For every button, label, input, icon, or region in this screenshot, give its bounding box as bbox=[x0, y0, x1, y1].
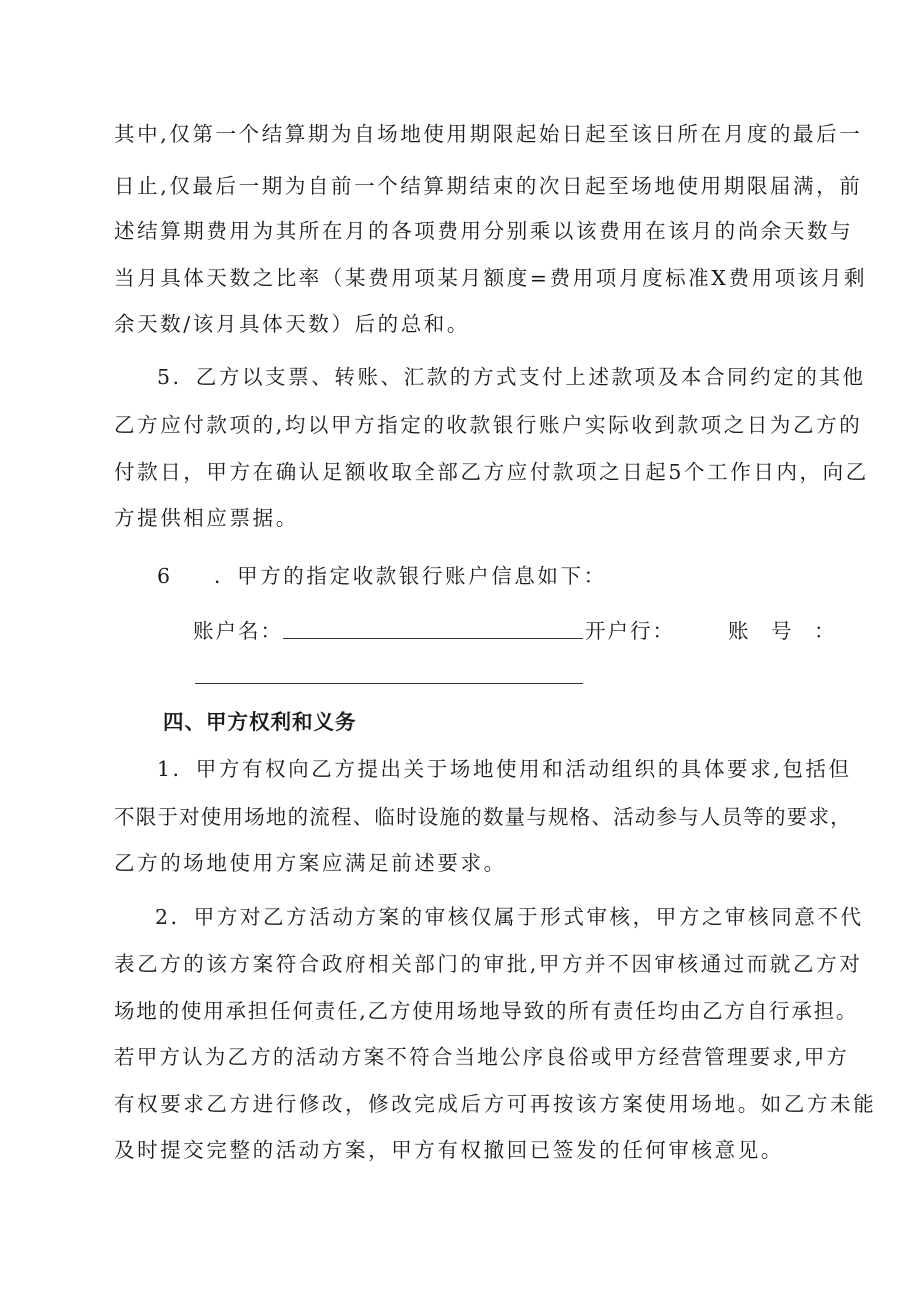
bank-label: 开户行： bbox=[585, 619, 675, 643]
text-line: 乙方的场地使用方案应满足前述要求。 bbox=[114, 851, 507, 875]
clause-6-number: 6 bbox=[157, 564, 173, 588]
account-name-label: 账户名： bbox=[193, 619, 283, 643]
text-line: 方提供相应票据。 bbox=[114, 506, 299, 530]
clause-6-text: ．甲方的指定收款银行账户信息如下： bbox=[214, 564, 607, 588]
text-line: 余天数/该月具体天数）后的总和。 bbox=[114, 312, 471, 336]
text-line: 场地的使用承担任何责任,乙方使用场地导致的所有责任均由乙方自行承担。 bbox=[114, 999, 859, 1023]
text-line: 当月具体天数之比率（某费用项某月额度=费用项月度标准X费用项该月剩 bbox=[114, 266, 868, 290]
text-line: 1．甲方有权向乙方提出关于场地使用和活动组织的具体要求,包括但 bbox=[157, 757, 852, 781]
text-line: 付款日，甲方在确认足额收取全部乙方应付款项之日起5个工作日内，向乙 bbox=[114, 460, 869, 484]
text-line: 若甲方认为乙方的活动方案不符合当地公序良俗或甲方经营管理要求,甲方 bbox=[114, 1045, 850, 1069]
text-line: 述结算期费用为其所在月的各项费用分别乘以该费用在该月的尚余天数与 bbox=[114, 219, 854, 243]
text-line: 不限于对使用场地的流程、临时设施的数量与规格、活动参与人员等的要求， bbox=[114, 805, 852, 829]
account-number-blank bbox=[195, 683, 583, 684]
text-line: 2．甲方对乙方活动方案的审核仅属于形式审核，甲方之审核同意不代 bbox=[155, 905, 864, 929]
text-line: 其中,仅第一个结算期为自场地使用期限起始日起至该日所在月度的最后一 bbox=[114, 122, 863, 146]
text-line: 有权要求乙方进行修改，修改完成后方可再按该方案使用场地。如乙方未能 bbox=[114, 1092, 877, 1116]
text-line: 表乙方的该方案符合政府相关部门的审批,甲方并不因审核通过而就乙方对 bbox=[114, 952, 863, 976]
text-line: 及时提交完整的活动方案，甲方有权撤回已签发的任何审核意见。 bbox=[114, 1138, 784, 1162]
text-line: 5．乙方以支票、转账、汇款的方式支付上述款项及本合同约定的其他 bbox=[157, 365, 866, 389]
account-number-label: 账 号 ： bbox=[728, 619, 843, 643]
section-4-heading: 四、甲方权利和义务 bbox=[163, 710, 357, 734]
text-line: 乙方应付款项的,均以甲方指定的收款银行账户实际收到款项之日为乙方的 bbox=[114, 413, 863, 437]
account-name-blank bbox=[283, 638, 583, 639]
text-line: 日止,仅最后一期为自前一个结算期结束的次日起至场地使用期限届满，前 bbox=[114, 174, 863, 198]
